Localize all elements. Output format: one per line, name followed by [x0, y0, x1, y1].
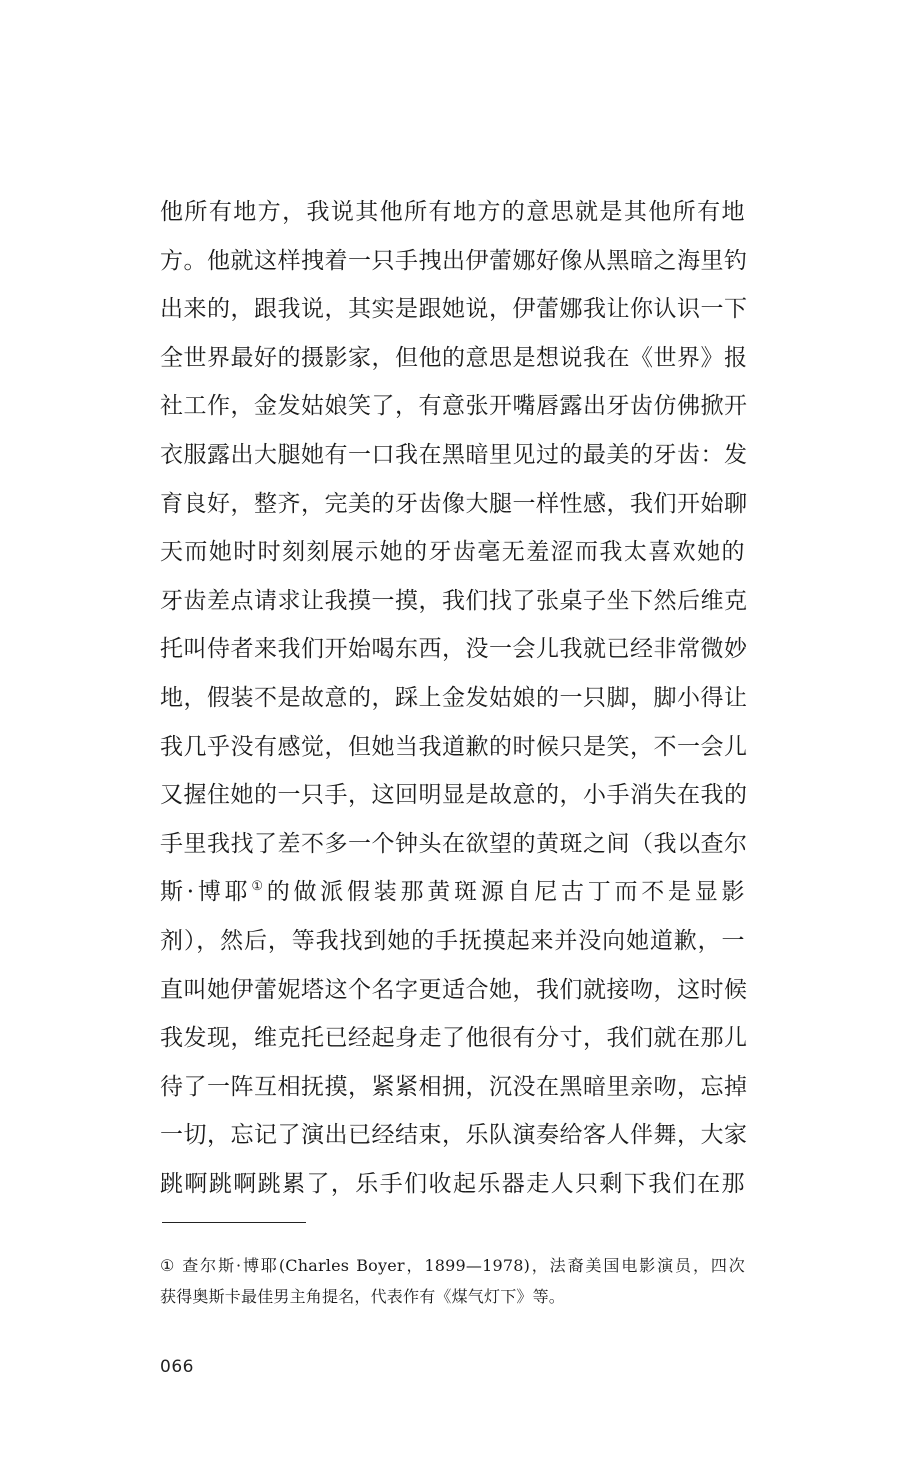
footnote-line — [160, 1250, 745, 1281]
text-line-with-footnote — [160, 868, 745, 917]
footnote-marker: ① — [160, 1256, 177, 1275]
text-line: 跳啊跳啊跳累了，乐手们收起乐器走人只剩下我们在那 — [160, 1170, 745, 1197]
page-number: 066 — [160, 1357, 194, 1377]
text-line: 托叫侍者来我们开始喝东西，没一会儿我就已经非常微妙 — [160, 636, 748, 663]
footnote — [160, 1250, 745, 1312]
text-line: 出来的，跟我说，其实是跟她说，伊蕾娜我让你认识一下 — [160, 296, 748, 323]
text-line: 社工作，金发姑娘笑了，有意张开嘴唇露出牙齿仿佛掀开 — [160, 393, 748, 420]
text-line: 我几乎没有感觉，但她当我道歉的时候只是笑，不一会儿 — [160, 733, 748, 760]
text-line: 待了一阵互相抚摸，紧紧相拥，沉没在黑暗里亲吻，忘掉 — [160, 1073, 748, 1100]
text-line: 又握住她的一只手，这回明显是故意的，小手消失在我的 — [160, 782, 748, 809]
footnote-divider — [162, 1222, 306, 1223]
text-line: 他所有地方，我说其他所有地方的意思就是其他所有地 — [160, 199, 745, 225]
text-line: 直叫她伊蕾妮塔这个名字更适合她，我们就接吻，这时候 — [160, 976, 748, 1003]
text-line: 全世界最好的摄影家，但他的意思是想说我在《世界》报 — [160, 344, 748, 371]
footnote-text: 查尔斯·博耶(Charles Boyer，1899—1978)，法裔美国电影演员，四次 — [182, 1256, 745, 1275]
text-line: 方。他就这样拽着一只手拽出伊蕾娜好像从黑暗之海里钓 — [160, 247, 748, 274]
body-text — [160, 188, 748, 1208]
text-line: 我发现，维克托已经起身走了他很有分寸，我们就在那儿 — [160, 1025, 748, 1052]
text-span: 的做派假装那黄斑源自尼古丁而不是显影 — [266, 879, 746, 906]
text-line: 育良好，整齐，完美的牙齿像大腿一样性感，我们开始聊 — [160, 490, 748, 517]
text-line: 牙齿差点请求让我摸一摸，我们找了张桌子坐下然后维克 — [160, 587, 748, 614]
text-line: 手里我找了差不多一个钟头在欲望的黄斑之间（我以查尔 — [160, 830, 748, 857]
text-line: 剂），然后，等我找到她的手抚摸起来并没向她道歉，一 — [160, 927, 745, 954]
text-line: 一切，忘记了演出已经结束，乐队演奏给客人伴舞，大家 — [160, 1122, 748, 1149]
footnote-line: 获得奥斯卡最佳男主角提名，代表作有《煤气灯下》等。 — [160, 1287, 566, 1306]
footnote-reference[interactable]: ① — [251, 879, 267, 895]
text-span: 斯·博耶 — [160, 879, 252, 906]
text-line: 天而她时时刻刻展示她的牙齿毫无羞涩而我太喜欢她的 — [160, 539, 745, 566]
text-line: 衣服露出大腿她有一口我在黑暗里见过的最美的牙齿：发 — [160, 441, 748, 468]
text-line: 地，假装不是故意的，踩上金发姑娘的一只脚，脚小得让 — [160, 684, 748, 711]
